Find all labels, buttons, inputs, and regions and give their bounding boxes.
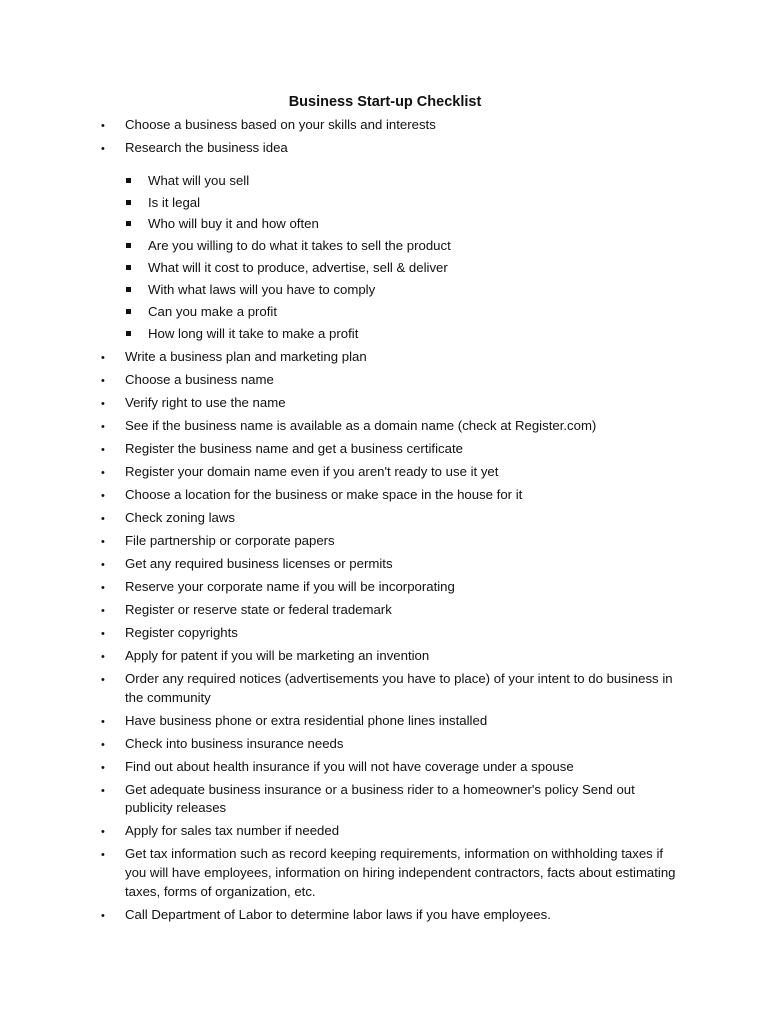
list-item [0,578,685,597]
sub-list-item [0,215,685,234]
sub-list-item-text: Is it legal [148,194,201,210]
bullet-icon: • [101,849,105,862]
sub-list-item [0,303,685,322]
list-item [0,822,685,841]
sub-list-item [0,237,685,256]
list-item [0,440,685,459]
list-item-text: Choose a location for the business or make space in the house for it [125,486,523,502]
list-item-text: File partnership or corporate papers [125,532,335,548]
list-item [0,647,685,666]
list-item-text: Find out about health insurance if you will not have coverage under a spouse [125,758,574,774]
list-item [0,624,685,643]
checklist [0,116,770,929]
list-item-text: Get adequate business insurance or a business rider to a homeowner's policy Send out publicity releases [125,781,635,816]
list-item [0,463,685,482]
square-bullet-icon [126,200,131,205]
sub-list-item-text: Who will buy it and how often [148,216,319,232]
bullet-icon: • [101,397,105,410]
sub-list-item-text: Can you make a profit [148,304,278,320]
list-item-text: Register the business name and get a business certificate [125,440,463,456]
research-sublist [0,172,685,344]
list-item [0,371,685,390]
square-bullet-icon [126,265,131,270]
square-bullet-icon [126,221,131,226]
bullet-icon: • [101,443,105,456]
sub-list-item-text: Are you willing to do what it takes to sell the product [148,238,451,254]
list-item-text: Have business phone or extra residential phone lines installed [125,712,488,728]
list-item-text: Apply for sales tax number if needed [125,823,340,839]
list-item [0,486,685,505]
sub-list-item [0,259,685,278]
list-item-text: Register your domain name even if you aren't ready to use it yet [125,463,499,479]
bullet-icon: • [101,535,105,548]
bullet-icon: • [101,784,105,797]
bullet-icon: • [101,581,105,594]
list-item-text: Write a business plan and marketing plan [125,348,367,364]
bullet-icon: • [101,120,105,132]
bullet-icon: • [101,715,105,728]
list-item-text: Research the business idea [125,140,288,155]
bullet-icon: • [101,351,105,364]
list-item-text: Get tax information such as record keeping requirements, information on withholding taxes if you will have employees, information on hiring independent contractors, facts about estimating taxes, forms of organization, etc. [125,846,676,899]
bullet-icon: • [101,374,105,387]
sub-list-item [0,325,685,344]
list-item [0,555,685,574]
list-item [0,116,685,135]
list-item-text: Check into business insurance needs [125,735,344,751]
sub-list-item-text: What will it cost to produce, advertise, sell & deliver [148,260,448,276]
bullet-icon: • [101,466,105,479]
bullet-icon: • [101,489,105,502]
list-item-text: Reserve your corporate name if you will be incorporating [125,578,455,594]
list-item [0,532,685,551]
bullet-icon: • [101,761,105,774]
list-item [0,670,685,707]
bullet-icon: • [101,512,105,525]
square-bullet-icon [126,331,131,336]
list-item-text: Apply for patent if you will be marketing an invention [125,647,430,663]
bullet-icon: • [101,604,105,617]
list-item [0,906,685,925]
list-item-text: Get any required business licenses or permits [125,555,393,571]
list-item-text: Call Department of Labor to determine labor laws if you have employees. [125,906,551,922]
sub-list-item-text: With what laws will you have to comply [148,282,376,298]
list-item-text: See if the business name is available as a domain name (check at Register.com) [125,417,597,433]
bullet-icon: • [101,826,105,839]
bullet-icon: • [101,909,105,922]
bullet-icon: • [101,627,105,640]
bullet-icon: • [101,558,105,571]
bullet-icon: • [101,650,105,663]
square-bullet-icon [126,287,131,292]
list-item-text: Register or reserve state or federal trademark [125,601,392,617]
square-bullet-icon [126,309,131,314]
square-bullet-icon [126,243,131,248]
square-bullet-icon [126,178,131,183]
list-item [0,601,685,620]
list-item-text: Register copyrights [125,624,238,640]
sub-list-item [0,194,685,213]
list-item [0,509,685,528]
list-item [0,348,685,367]
bullet-icon: • [101,143,105,155]
list-item [0,394,685,413]
list-item [0,712,685,731]
list-item [0,781,685,818]
list-item [0,735,685,754]
page-title: Business Start-up Checklist [288,94,482,110]
list-item-text: Choose a business name [125,371,274,387]
list-item [0,139,685,344]
sub-list-item-text: What will you sell [148,172,250,188]
list-item-text: Order any required notices (advertisements you have to place) of your intent to do business in the community [125,670,673,705]
list-item-text: Verify right to use the name [125,394,286,410]
bullet-icon: • [101,420,105,433]
list-item-text: Check zoning laws [125,509,235,525]
bullet-icon: • [101,738,105,751]
list-item [0,845,685,901]
sub-list-item [0,281,685,300]
bullet-icon: • [101,673,105,686]
sub-list-item [0,172,685,191]
sub-list-item-text: How long will it take to make a profit [148,325,359,341]
list-item [0,417,685,436]
list-item-text: Choose a business based on your skills and interests [125,117,436,132]
list-item [0,758,685,777]
